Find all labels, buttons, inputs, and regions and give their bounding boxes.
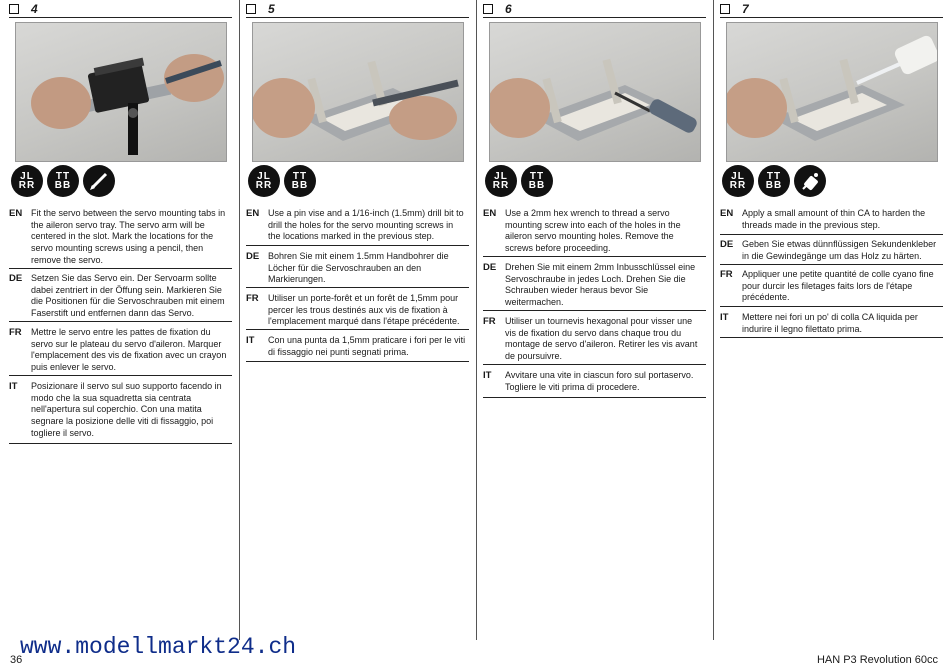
instruction-en: EN Fit the servo between the servo mounting tabs in the aileron servo tray. The servo arm will be centered in the slot. Mark the locations for the servo mounting screws using a pencil, then remove the servo. [9, 208, 232, 269]
step-column-4 [9, 0, 232, 640]
manual-title: HAN P3 Revolution 60cc [816, 654, 938, 666]
top-bottom-icon: TT BB [284, 165, 316, 197]
instruction-it: IT Con una punta da 1,5mm praticare i fori per le viti di fissaggio nei punti segnati prima. [246, 335, 469, 362]
step-header [9, 3, 232, 18]
instruction-de: DE Geben Sie etwas dünnflüssigen Sekundenkleber in die Gewindegänge um das Holz zu härten. [720, 239, 943, 265]
step-header [246, 3, 469, 18]
step-checkbox[interactable] [9, 4, 19, 14]
step-photo-hex-wrench [489, 22, 701, 162]
left-right-wing-icon: JL RR [248, 165, 280, 197]
left-right-wing-icon: JL RR [485, 165, 517, 197]
left-right-wing-icon: JL RR [722, 165, 754, 197]
column-divider [476, 0, 477, 640]
pencil-icon [83, 165, 115, 197]
instruction-de: DE Bohren Sie mit einem 1.5mm Handbohrer die Löcher für die Servoschrauben an den Markierungen. [246, 251, 469, 288]
instruction-en: EN Apply a small amount of thin CA to harden the threads made in the previous step. [720, 208, 943, 235]
step-checkbox[interactable] [720, 4, 730, 14]
instruction-en: EN Use a pin vise and a 1/16-inch (1.5mm) drill bit to drill the holes for the servo mounting screws in the locations marked in the previous step. [246, 208, 469, 246]
step-photo-servo-fit [15, 22, 227, 162]
step-header [720, 3, 943, 18]
step-number: 6 [505, 2, 512, 16]
step-photo-drill-holes [252, 22, 464, 162]
instruction-de: DE Setzen Sie das Servo ein. Der Servoarm sollte dabei zentriert in der Öffung sein. Markieren Sie die Positionen für die Servoschrauben mit einem Faserstift und entfernen dann das Servo. [9, 273, 232, 322]
column-divider [239, 0, 240, 640]
top-bottom-icon: TT BB [521, 165, 553, 197]
instruction-it: IT Posizionare il servo sul suo supporto facendo in modo che la sua squadretta sia centrata nell'apertura sul coperchio. Con una matita segnare la posizione delle viti di fissaggio, poi togliere il servo. [9, 381, 232, 444]
step-number: 7 [742, 2, 749, 16]
instruction-it: IT Avvitare una vite in ciascun foro sul portaservo. Togliere le viti prima di procedere. [483, 370, 706, 398]
instruction-fr: FR Utiliser un tournevis hexagonal pour visser une vis de fixation du servo dans chaque trou du montage de servo d'aileron. Retirer les vis avant de poursuivre. [483, 316, 706, 365]
step-number: 5 [268, 2, 275, 16]
instruction-en: EN Use a 2mm hex wrench to thread a servo mounting screw into each of the holes in the aileron servo mounting holes. Remove the screws before proceeding. [483, 208, 706, 257]
step-photo-apply-ca [726, 22, 938, 162]
glue-bottle-icon [794, 165, 826, 197]
step-checkbox[interactable] [246, 4, 256, 14]
watermark-url: www.modellmarkt24.ch [20, 634, 297, 660]
instruction-fr: FR Mettre le servo entre les pattes de fixation du servo sur le plateau du servo d'aileron. Marquer l'emplacement des vis de fixation avec un crayon puis enlever le servo. [9, 327, 232, 376]
step-column-6 [483, 0, 706, 640]
step-checkbox[interactable] [483, 4, 493, 14]
step-header [483, 3, 706, 18]
top-bottom-icon: TT BB [47, 165, 79, 197]
instruction-it: IT Mettere nei fori un po' di colla CA liquida per indurire il legno filettato prima. [720, 312, 943, 338]
step-column-5 [246, 0, 469, 640]
left-right-wing-icon: JL RR [11, 165, 43, 197]
instruction-de: DE Drehen Sie mit einem 2mm Inbusschlüssel eine Servoschraube in jedes Loch. Drehen Sie die Schrauben wieder heraus bevor Sie weitermachen. [483, 262, 706, 311]
instruction-fr: FR Utiliser un porte-forêt et un forêt de 1,5mm pour percer les trous destinés aux vis de fixation à l'emplacement marqué dans l'étape précédente. [246, 293, 469, 330]
instruction-fr: FR Appliquer une petite quantité de colle cyano fine pour durcir les filetages faits lors de l'étape précédente. [720, 269, 943, 307]
top-bottom-icon: TT BB [758, 165, 790, 197]
column-divider [713, 0, 714, 640]
step-number: 4 [31, 2, 38, 16]
step-column-7 [720, 0, 943, 640]
page-number: 36 [10, 654, 23, 666]
